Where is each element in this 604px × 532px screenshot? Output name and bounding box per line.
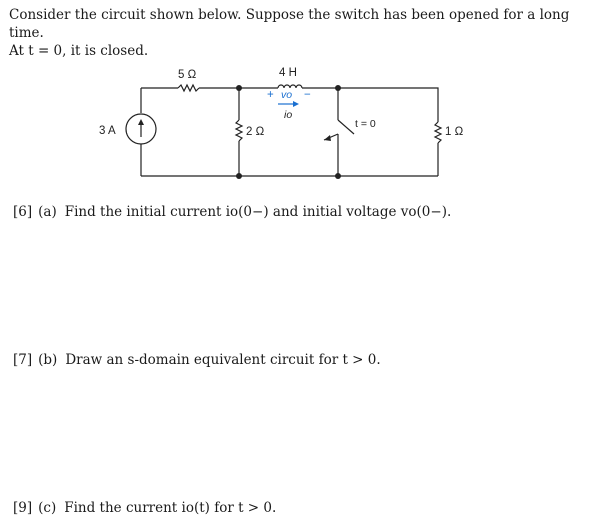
question-a-text: Find the initial current io(0−) and initial voltage vo(0−). — [64, 204, 452, 220]
resistor-1ohm — [435, 122, 441, 143]
inductor-4h — [278, 85, 302, 88]
io-label: io — [284, 109, 293, 121]
node-top-switch — [335, 85, 341, 91]
node-bottom-2ohm — [236, 173, 242, 179]
switch-stub — [324, 134, 338, 140]
intro-line-2: At t = 0, it is closed. — [9, 43, 149, 59]
switch-blade — [338, 120, 354, 134]
r1-label: 5 Ω — [178, 69, 197, 81]
question-a-part: (a) — [38, 204, 57, 220]
current-source-3a — [126, 114, 156, 144]
vo-plus: + — [267, 89, 274, 101]
question-b — [13, 352, 381, 368]
wire-top-right — [302, 88, 438, 122]
resistor-2ohm — [236, 120, 242, 141]
vo-label: vo — [281, 89, 293, 101]
question-b-points: [7] — [13, 352, 33, 368]
io-arrowhead — [293, 101, 299, 107]
node-bottom-switch — [335, 173, 341, 179]
node-top-2ohm — [236, 85, 242, 91]
question-a — [13, 204, 451, 220]
question-c-part: (c) — [38, 500, 57, 516]
resistor-5ohm — [178, 85, 199, 91]
source-arrowhead — [138, 119, 144, 125]
question-c-points: [9] — [13, 500, 33, 516]
question-c — [13, 500, 276, 516]
intro-line-1: Consider the circuit shown below. Suppose the switch has been opened for a long time. — [9, 7, 570, 41]
question-c-text: Find the current io(t) for t > 0. — [64, 500, 277, 516]
switch-label: t = 0 — [355, 118, 376, 130]
source-label: 3 A — [99, 125, 116, 137]
switch-arrowhead — [324, 135, 331, 141]
r2-label: 2 Ω — [246, 126, 265, 138]
vo-minus: − — [304, 89, 311, 101]
problem-statement — [9, 6, 599, 60]
r3-label: 1 Ω — [445, 126, 464, 138]
question-a-points: [6] — [13, 204, 33, 220]
question-b-text: Draw an s-domain equivalent circuit for t > 0. — [65, 352, 381, 368]
inductor-label: 4 H — [279, 67, 297, 79]
question-b-part: (b) — [38, 352, 58, 368]
